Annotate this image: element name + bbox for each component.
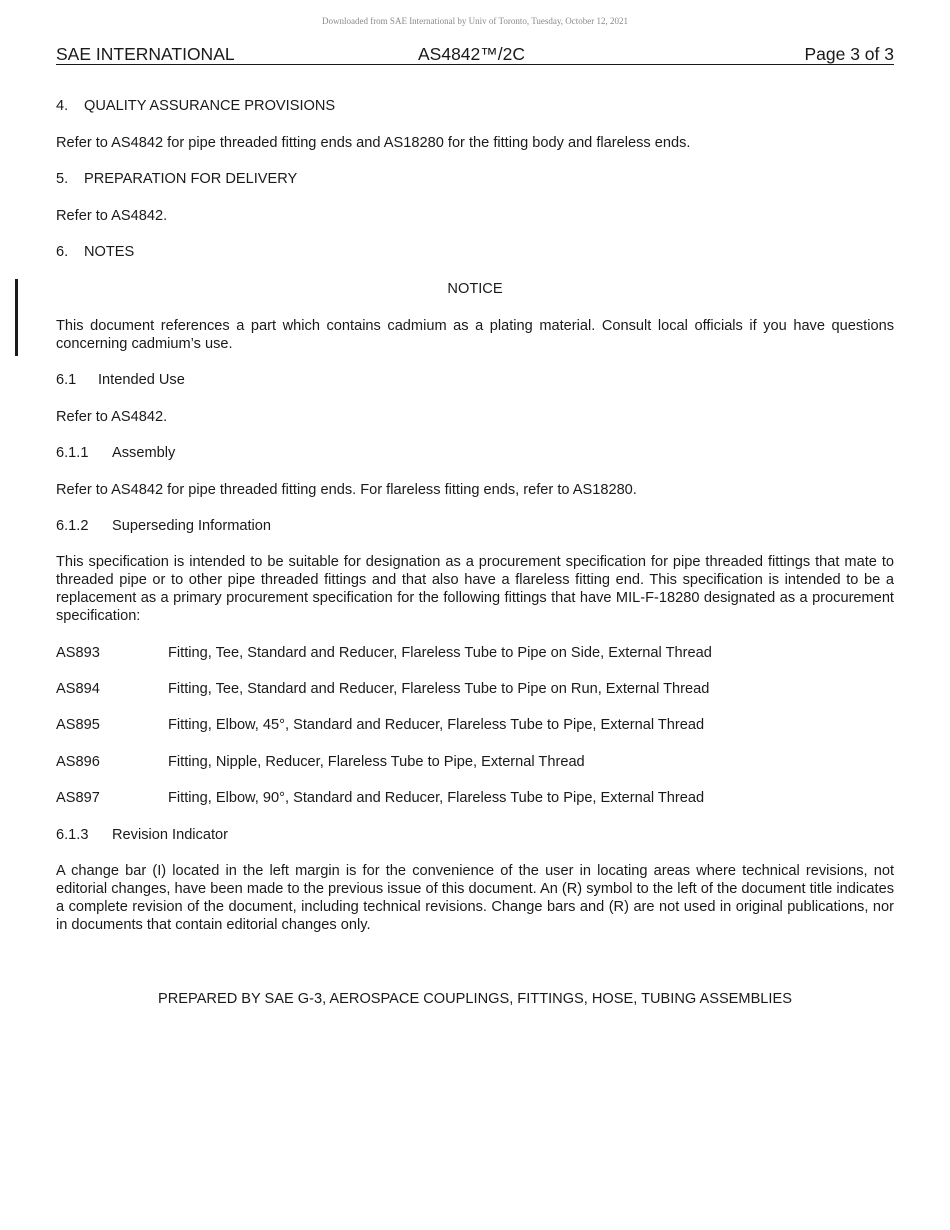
section-6-1-1-text: Refer to AS4842 for pipe threaded fitting ends. For flareless fitting ends, refer to AS18280. <box>56 482 637 498</box>
fitting-row <box>56 644 712 662</box>
section-title: Intended Use <box>98 372 185 388</box>
section-number: 6. <box>56 244 69 260</box>
section-number: 5. <box>56 171 69 187</box>
fitting-id: AS896 <box>56 754 100 770</box>
download-note: Downloaded from SAE International by Univ of Toronto, Tuesday, October 12, 2021 <box>321 16 629 26</box>
section-6-1-3-heading <box>56 826 228 844</box>
prepared-by-footer: PREPARED BY SAE G-3, AEROSPACE COUPLINGS, FITTINGS, HOSE, TUBING ASSEMBLIES <box>158 991 792 1007</box>
section-title: PREPARATION FOR DELIVERY <box>84 171 298 187</box>
fitting-description: Fitting, Elbow, 45°, Standard and Reducer, Flareless Tube to Pipe, External Thread <box>168 717 705 733</box>
fitting-description: Fitting, Tee, Standard and Reducer, Flareless Tube to Pipe on Side, External Thread <box>168 645 712 661</box>
section-title: NOTES <box>84 244 135 260</box>
fitting-row <box>56 789 704 807</box>
change-bar <box>15 279 18 356</box>
header-page-number: Page 3 of 3 <box>804 44 894 64</box>
notice-title: NOTICE <box>447 281 503 297</box>
fitting-id: AS897 <box>56 790 100 806</box>
section-number: 4. <box>56 98 69 114</box>
section-6-heading <box>56 243 134 261</box>
section-6-1-2-text: This specification is intended to be suitable for designation as a procurement specification for pipe threaded fittings that mate to threaded pipe or to other pipe threaded fittings and that also have a flareless fitting end. This specification is intended to be a replacement as a primary procurement specification for the following fittings that have MIL-F-18280 designated as a procurement specification: <box>56 554 894 624</box>
section-number: 6.1 <box>56 372 77 388</box>
section-6-1-heading <box>56 371 185 389</box>
section-title: Assembly <box>112 445 176 461</box>
section-6-1-text: Refer to AS4842. <box>56 409 168 425</box>
fitting-row <box>56 716 704 734</box>
section-number: 6.1.3 <box>56 827 89 843</box>
section-6-1-1-heading <box>56 444 175 462</box>
running-header <box>56 44 894 65</box>
fitting-id: AS894 <box>56 681 100 697</box>
section-5-heading <box>56 170 297 188</box>
section-title: QUALITY ASSURANCE PROVISIONS <box>84 98 336 114</box>
section-number: 6.1.1 <box>56 445 89 461</box>
section-title: Revision Indicator <box>112 827 228 843</box>
fitting-row <box>56 753 585 771</box>
section-4-text: Refer to AS4842 for pipe threaded fitting ends and AS18280 for the fitting body and flareless ends. <box>56 135 691 151</box>
section-number: 6.1.2 <box>56 518 89 534</box>
section-6-1-3-text: A change bar (I) located in the left margin is for the convenience of the user in locating areas where technical revisions, not editorial changes, have been made to the previous issue of this document. An (R) symbol to the left of the document title indicates a complete revision of the document, including technical revisions. Change bars and (R) are not used in original publications, nor in documents that contain editorial changes only. <box>56 863 894 933</box>
fitting-row <box>56 680 709 698</box>
fitting-description: Fitting, Elbow, 90°, Standard and Reducer, Flareless Tube to Pipe, External Thread <box>168 790 705 806</box>
fitting-description: Fitting, Nipple, Reducer, Flareless Tube to Pipe, External Thread <box>168 754 585 770</box>
fitting-id: AS893 <box>56 645 100 661</box>
section-title: Superseding Information <box>112 518 272 534</box>
fitting-id: AS895 <box>56 717 100 733</box>
section-5-text: Refer to AS4842. <box>56 208 168 224</box>
fitting-description: Fitting, Tee, Standard and Reducer, Flareless Tube to Pipe on Run, External Thread <box>168 681 710 697</box>
section-4-heading <box>56 97 335 115</box>
notice-text: This document references a part which contains cadmium as a plating material. Consult local officials if you have questions concerning cadmium’s use. <box>56 318 894 352</box>
header-doc-number: AS4842™/2C <box>418 44 526 64</box>
section-6-1-2-heading <box>56 517 271 535</box>
header-org: SAE INTERNATIONAL <box>56 44 235 64</box>
